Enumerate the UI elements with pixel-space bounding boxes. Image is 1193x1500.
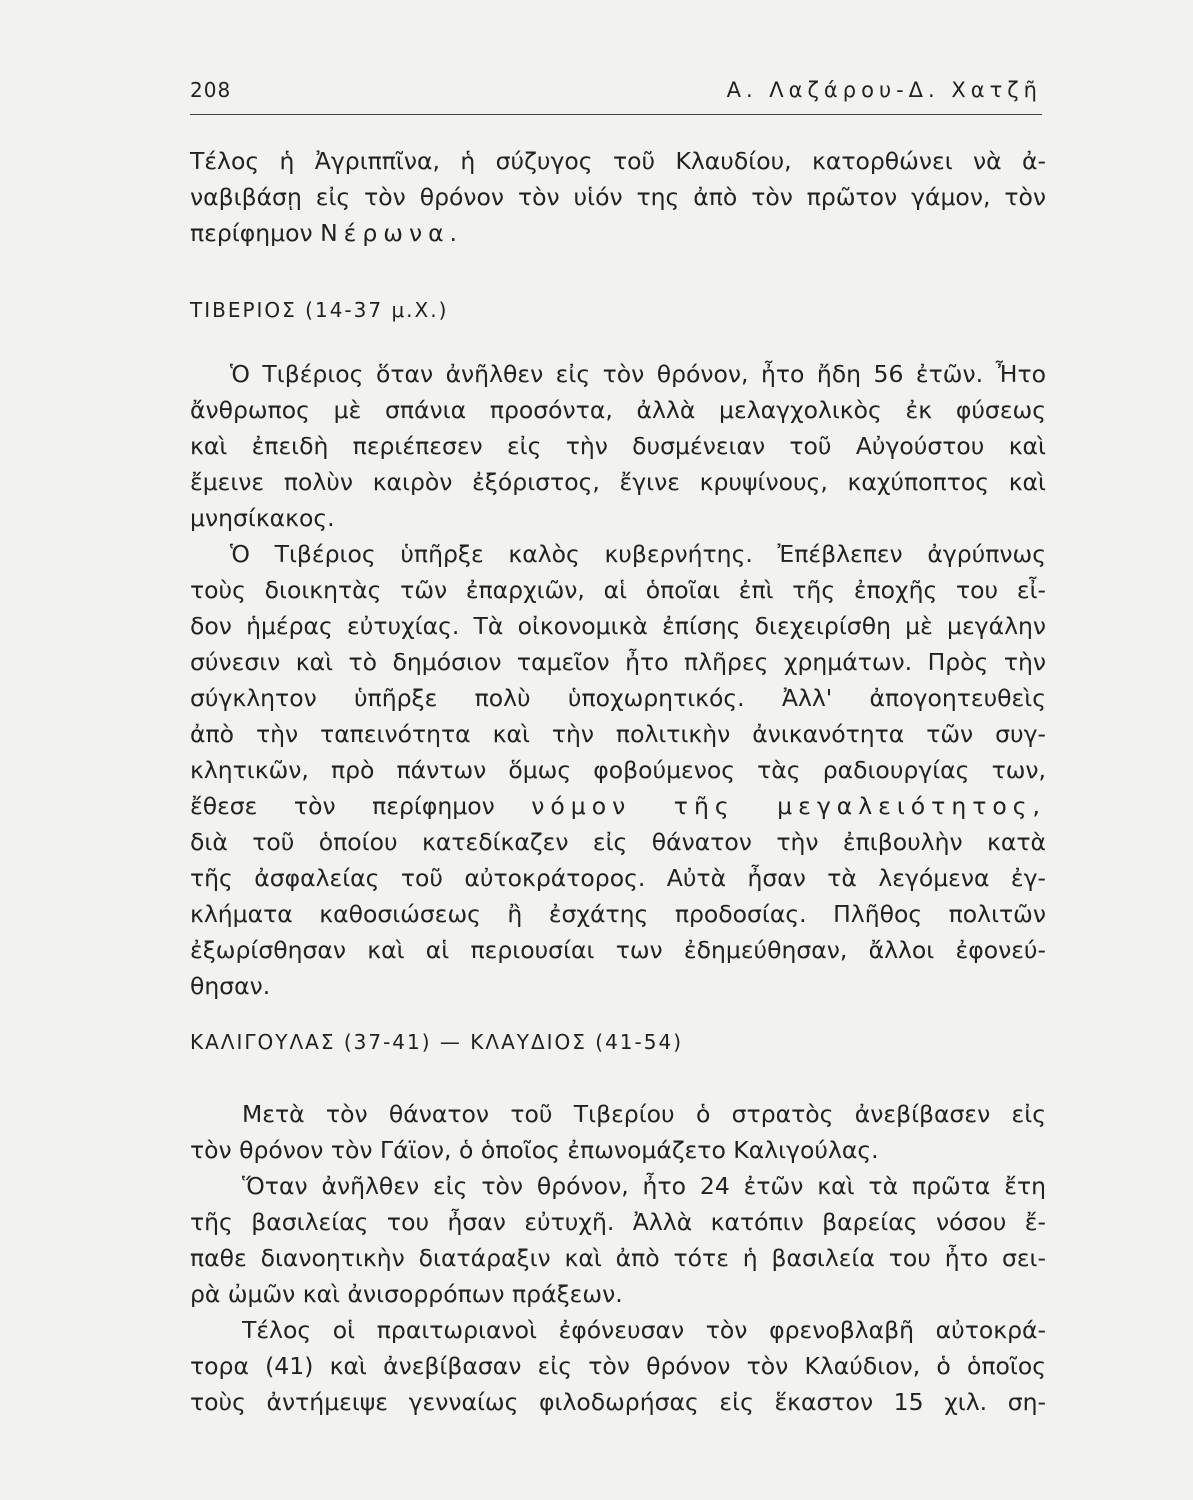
text-line: τῆς ἀσφαλείας τοῦ αὐτοκράτορος. Αὐτὰ ἦσαν τὰ λεγόμενα ἐγ- xyxy=(190,864,1046,892)
page-header xyxy=(190,78,1042,115)
text-line: σύνεσιν καὶ τὸ δημόσιον ταμεῖον ἦτο πλῆρες χρημάτων. Πρὸς τὴν xyxy=(190,648,1046,676)
emphasized-law: νόμον τῆς μεγαλειότητος, xyxy=(531,792,1047,820)
emphasized-name: Νέρωνα. xyxy=(320,219,464,247)
text-line: παθε διανοητικὴν διατάραξιν καὶ ἀπὸ τότε ἡ βασιλεία του ἦτο σει- xyxy=(190,1244,1046,1272)
text-line: καὶ ἐπειδὴ περιέπεσεν εἰς τὴν δυσμένειαν τοῦ Αὐγούστου καὶ xyxy=(190,432,1046,460)
text-fragment: περίφημον xyxy=(190,219,313,247)
text-line: δον ἡμέρας εὐτυχίας. Τὰ οἰκονομικὰ ἐπίσης διεχειρίσθη μὲ μεγάλην xyxy=(190,612,1046,640)
page-number: 208 xyxy=(190,78,232,102)
text-line: ρὰ ὠμῶν καὶ ἀνισορρόπων πράξεων. xyxy=(190,1280,623,1308)
text-line: ἐξωρίσθησαν καὶ αἱ περιουσίαι των ἐδημεύθησαν, ἄλλοι ἐφονεύ- xyxy=(190,936,1046,964)
text-line: τορα (41) καὶ ἀνεβίβασαν εἰς τὸν θρόνον τὸν Κλαύδιον, ὁ ὁποῖος xyxy=(190,1352,1046,1380)
section-heading-caligula-claudius: ΚΑΛΙΓΟΥΛΑΣ (37-41) — ΚΛΑΥΔΙΟΣ (41-54) xyxy=(190,1030,684,1054)
text-line: Ὁ Τιβέριος ὑπῆρξε καλὸς κυβερνήτης. Ἐπέβλεπεν ἀγρύπνως xyxy=(230,540,1046,568)
text-line xyxy=(190,216,463,250)
text-line: Τέλος ἡ Ἀγριππῖνα, ἡ σύζυγος τοῦ Κλαυδίου, κατορθώνει νὰ ἀ- xyxy=(190,147,1046,175)
text-line: ἔμεινε πολὺν καιρὸν ἐξόριστος, ἔγινε κρυψίνους, καχύποπτος καὶ xyxy=(190,468,1046,496)
text-line: Μετὰ τὸν θάνατον τοῦ Τιβερίου ὁ στρατὸς ἀνεβίβασεν εἰς xyxy=(242,1100,1046,1128)
text-line: κλητικῶν, πρὸ πάντων ὅμως φοβούμενος τὰς ραδιουργίας των, xyxy=(190,756,1046,784)
text-line: ἄνθρωπος μὲ σπάνια προσόντα, ἀλλὰ μελαγχολικὸς ἐκ φύσεως xyxy=(190,396,1046,424)
text-line: τῆς βασιλείας του ἦσαν εὐτυχῆ. Ἀλλὰ κατόπιν βαρείας νόσου ἔ- xyxy=(190,1208,1046,1236)
text-line: ναβιβάσῃ εἰς τὸν θρόνον τὸν υἱόν της ἀπὸ τὸν πρῶτον γάμον, τὸν xyxy=(190,183,1046,211)
text-line: θησαν. xyxy=(190,972,271,1000)
text-line: τὸν θρόνον τὸν Γάϊον, ὁ ὁποῖος ἐπωνομάζετο Καλιγούλας. xyxy=(190,1136,879,1164)
text-line: κλήματα καθοσιώσεως ἢ ἐσχάτης προδοσίας. Πλῆθος πολιτῶν xyxy=(190,900,1046,928)
text-fragment: ἔθεσε τὸν περίφημον xyxy=(190,792,495,820)
text-line: Ὁ Τιβέριος ὅταν ἀνῆλθεν εἰς τὸν θρόνον, ἦτο ἤδη 56 ἐτῶν. Ἦτο xyxy=(230,360,1046,388)
text-line: σύγκλητον ὑπῆρξε πολὺ ὑποχωρητικός. Ἀλλ' ἀπογοητευθεὶς xyxy=(190,684,1046,712)
section-heading-tiberius: ΤΙΒΕΡΙΟΣ (14-37 μ.Χ.) xyxy=(190,298,449,322)
text-line: μνησίκακος. xyxy=(190,504,335,532)
text-line: Τέλος οἱ πραιτωριανοὶ ἐφόνευσαν τὸν φρενοβλαβῆ αὐτοκρά- xyxy=(242,1316,1046,1344)
text-line: ἀπὸ τὴν ταπεινότητα καὶ τὴν πολιτικὴν ἀνικανότητα τῶν συγ- xyxy=(190,720,1046,748)
text-line: τοὺς ἀντήμειψε γενναίως φιλοδωρήσας εἰς ἕκαστον 15 χιλ. ση- xyxy=(190,1388,1046,1416)
text-line xyxy=(190,789,1046,823)
text-line: Ὅταν ἀνῆλθεν εἰς τὸν θρόνον, ἦτο 24 ἐτῶν καὶ τὰ πρῶτα ἔτη xyxy=(242,1172,1046,1200)
running-head: Α. Λαζάρου-Δ. Χατζῆ xyxy=(726,78,1042,102)
text-line: διὰ τοῦ ὁποίου κατεδίκαζεν εἰς θάνατον τὴν ἐπιβουλὴν κατὰ xyxy=(190,828,1046,856)
text-line: τοὺς διοικητὰς τῶν ἐπαρχιῶν, αἱ ὁποῖαι ἐπὶ τῆς ἐποχῆς του εἶ- xyxy=(190,576,1046,604)
